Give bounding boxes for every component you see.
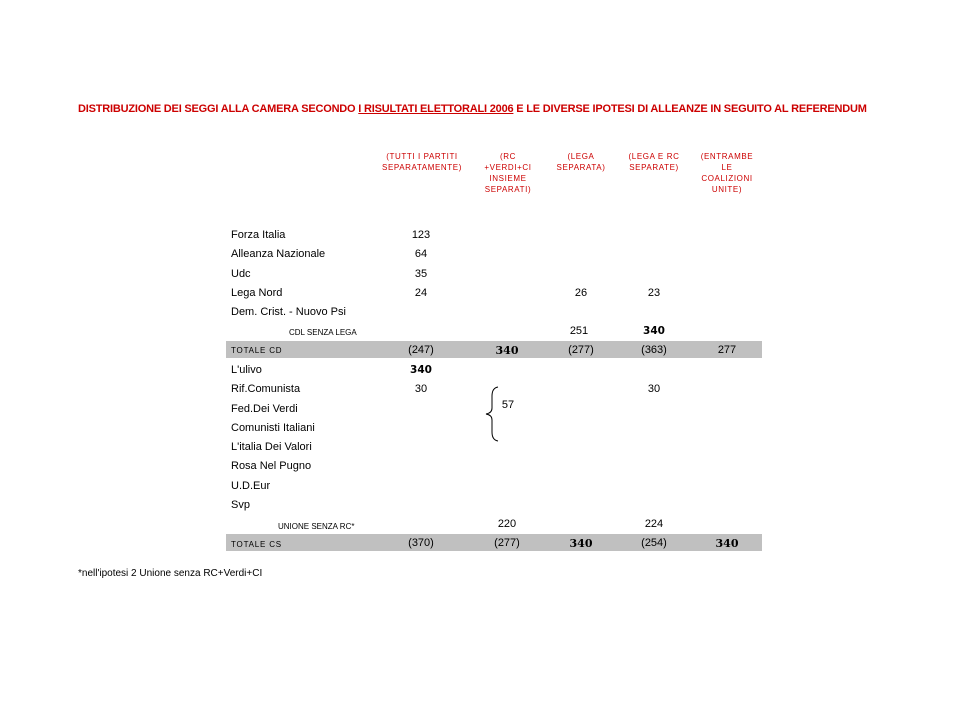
column-header-4-line-1: (LEGA E RC [628,152,680,161]
cell-totale-cd-col4: (363) [641,344,667,356]
row-label-italia-valori: L'italia Dei Valori [231,441,312,453]
cell-totale-cs-col2: (277) [494,537,520,549]
cell-totale-cs-col1: (370) [408,537,434,549]
row-label-totale-cd: TOTALE CD [231,346,283,355]
cell-totale-cd-col3: (277) [568,344,594,356]
cell-totale-cd-col5: 277 [717,344,737,356]
column-header-5-line-2: LE [721,163,733,172]
cell-cdl-senza-lega-col4: 340 [643,325,665,337]
row-label-forza-italia: Forza Italia [231,229,286,241]
footnote: *nell'ipotesi 2 Unione senza RC+Verdi+CI [78,568,263,579]
column-header-5-line-4: UNITE) [711,185,743,194]
cell-unione-senza-rc-col2: 220 [497,518,517,530]
cell-totale-cs-col4: (254) [641,537,667,549]
cell-ulivo-col1: 340 [410,364,432,376]
cell-totale-cs-col5: 340 [715,537,739,550]
row-label-udc: Udc [231,268,251,280]
row-label-fed-verdi: Fed.Dei Verdi [231,403,298,415]
column-header-1 [374,151,470,173]
row-label-totale-cs: TOTALE CS [231,540,282,549]
cell-fed-verdi-col2: 57 [501,399,515,411]
column-header-5-line-1: (ENTRAMBE [700,152,754,161]
title-part-3: E LE DIVERSE IPOTESI DI ALLEANZE IN SEGUITO AL REFERENDUM [513,103,867,115]
cell-lega-col1: 24 [414,287,428,299]
row-label-rosa-nel-pugno: Rosa Nel Pugno [231,460,312,472]
column-header-1-line-1: (TUTTI I PARTITI [386,152,458,161]
cell-rif-comunista-col1: 30 [414,383,428,395]
row-label-cdl-senza-lega: CDL SENZA LEGA [289,328,357,337]
cell-unione-senza-rc-col4: 224 [644,518,664,530]
cell-forza-italia-col1: 123 [411,229,431,241]
row-label-comunisti-italiani: Comunisti Italiani [231,422,315,434]
cell-totale-cd-col2: 340 [495,344,519,357]
row-label-svp: Svp [231,499,250,511]
cell-udc-col1: 35 [414,268,428,280]
column-header-4-line-2: SEPARATE) [629,163,679,172]
column-header-5-line-3: COALIZIONI [701,174,753,183]
column-header-2-line-3: INSIEME [489,174,527,183]
column-header-4 [620,151,688,173]
column-header-3 [548,151,614,173]
column-header-3-line-1: (LEGA [567,152,595,161]
row-label-ulivo: L'ulivo [231,364,262,376]
row-label-unione-senza-rc: UNIONE SENZA RC* [278,522,355,531]
row-label-lega-nord: Lega Nord [231,287,283,299]
cell-rif-comunista-col4: 30 [647,383,661,395]
column-header-2 [477,151,539,195]
page-title [78,102,878,116]
cell-alleanza-col1: 64 [414,248,428,260]
row-label-alleanza-nazionale: Alleanza Nazionale [231,248,326,260]
cell-lega-col4: 23 [647,287,661,299]
row-label-rif-comunista: Rif.Comunista [231,383,301,395]
grouping-brace-icon [484,386,500,442]
column-header-5 [692,151,762,195]
column-header-1-line-2: SEPARATAMENTE) [382,163,462,172]
title-part-2: I RISULTATI ELETTORALI 2006 [358,103,514,115]
row-label-udeur: U.D.Eur [231,480,271,492]
column-header-2-line-2: +VERDI+CI [484,163,532,172]
cell-cdl-senza-lega-col3: 251 [569,325,589,337]
title-part-1: DISTRIBUZIONE DEI SEGGI ALLA CAMERA SECONDO [78,103,359,115]
column-header-3-line-2: SEPARATA) [556,163,606,172]
column-header-2-line-1: (RC [499,152,517,161]
cell-totale-cd-col1: (247) [408,344,434,356]
cell-lega-col3: 26 [574,287,588,299]
cell-totale-cs-col3: 340 [569,537,593,550]
column-header-2-line-4: SEPARATI) [484,185,532,194]
row-label-dem-crist: Dem. Crist. - Nuovo Psi [231,306,346,318]
